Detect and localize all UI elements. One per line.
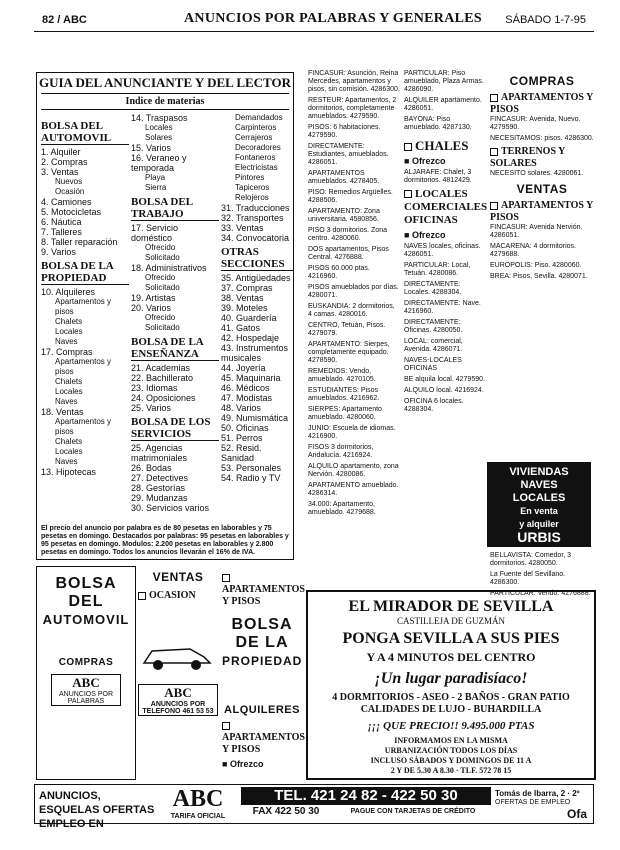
locales-offer: Ofrezco	[411, 230, 446, 240]
listing: ALJARAFE: Chalet, 3 dormitorios. 4812429.	[404, 169, 472, 184]
bottom-abc-logo: ABC	[172, 786, 224, 812]
guide-item: 49. Numismática	[221, 413, 289, 423]
guide-section-heading: BOLSA DE LOS SERVICIOS	[131, 416, 219, 441]
guide-item: 14. Traspasos	[131, 113, 188, 123]
guide-item: 26. Bodas	[131, 463, 172, 473]
listing: PARTICULAR: Vendo. 4276888.	[490, 590, 591, 597]
guide-item: Naves	[55, 457, 78, 466]
bolsa-line: BOLSA	[55, 575, 117, 592]
listing: PISOS 60.000 ptas. 4216960.	[308, 265, 370, 280]
listing: NECESITO solares. 4280061.	[490, 170, 584, 177]
guide-item: Solicitado	[145, 283, 180, 292]
guide-item: Solicitado	[145, 253, 180, 262]
guide-item: 53. Personales	[221, 463, 282, 473]
guide-item: Cerrajeros	[235, 133, 273, 142]
listing: EUSKANDIA: 2 dormitorios, 4 camas. 4280016.	[308, 303, 395, 318]
guide-item: Ocasión	[55, 187, 85, 196]
guide-item: Nuevos	[55, 177, 83, 186]
guide-item: Locales	[55, 447, 83, 456]
urbis-line: LOCALES	[512, 492, 566, 504]
urbis-ad	[487, 462, 591, 547]
mirador-feat2: CALIDADES DE LUJO - BUHARDILLA	[360, 704, 542, 715]
guide-item: 25. Varios	[131, 403, 171, 413]
guide-item: 43. Instrumentos musicales	[221, 343, 289, 363]
mirador-ad	[306, 590, 596, 780]
guide-section-heading: BOLSA DEL TRABAJO	[131, 196, 219, 221]
mirador-line1: PONGA SEVILLA A SUS PIES	[342, 630, 560, 647]
listing: APARTAMENTO: Sierpes, completamente equipado. 4278590.	[308, 341, 390, 364]
listing: JUNIO: Escuela de idiomas. 4216900.	[308, 425, 396, 440]
guide-item: 37. Compras	[221, 283, 273, 293]
guide-item: 28. Gestorías	[131, 483, 186, 493]
listing: DIRECTAMENTE: Nave. 4216960.	[404, 300, 481, 315]
guide-item: 7. Talleres	[41, 227, 82, 237]
guide-item: 23. Idiomas	[131, 383, 178, 393]
guide-item: Locales	[55, 327, 83, 336]
guide-item: 52. Resid. Sanidad	[221, 443, 262, 463]
guide-item: Naves	[55, 337, 78, 346]
guide-item: Decoradores	[235, 143, 281, 152]
guide-item: 54. Radio y TV	[221, 473, 281, 483]
listing: DIRECTAMENTE: Locales. 4288304.	[404, 281, 462, 296]
guide-item: 22. Bachillerato	[131, 373, 194, 383]
bolsa-line: PROPIEDAD	[222, 654, 303, 668]
listing: APARTAMENTO amueblado. 4286314.	[308, 482, 399, 497]
listing: REMEDIOS: Vendo, amueblado. 4270105.	[308, 368, 376, 383]
guide-item: Apartamentos y pisos	[55, 297, 112, 316]
guide-item: 9. Varios	[41, 247, 76, 257]
listing: ALQUILER apartamento. 4286051.	[404, 97, 482, 112]
listing: CENTRO, Tetuán, Pisos. 4279079.	[308, 322, 386, 337]
guide-item: Naves	[55, 397, 78, 406]
guide-item: Tapiceros	[235, 183, 270, 192]
guide-item: 13. Hipotecas	[41, 467, 97, 477]
aptos-heading-3: APARTAMENTOS Y PISOS	[222, 584, 305, 607]
guide-item: Locales	[145, 123, 173, 132]
guide-item: Ofrecido	[145, 273, 176, 282]
mirador-info: INFORMAMOS EN LA MISMA URBANIZACIÓN TODOS LOS DÍAS INCLUSO SÁBADOS Y DOMINGOS DE 11 A 2 Y DE 5.30 A 8.30 · TLF. 572 78 15	[370, 736, 532, 775]
aptos2-heading: APARTAMENTOS Y PISOS	[490, 200, 593, 223]
ventas-heading: VENTAS	[516, 182, 568, 196]
listing: PISO: Remedios Argüelles. 4288506.	[308, 189, 393, 204]
compras-heading: COMPRAS	[509, 74, 575, 88]
guide-section-heading: BOLSA DE LA PROPIEDAD	[41, 260, 129, 285]
listing: OFICINA 6 locales. 4288304.	[404, 398, 464, 413]
guide-item: Solicitado	[145, 323, 180, 332]
guide-item: 29. Mudanzas	[131, 493, 188, 503]
guide-item: Chalets	[55, 317, 83, 326]
bottom-left-text: ANUNCIOS, ESQUELAS OFERTAS EMPLEO EN	[39, 790, 155, 830]
urbis-line: En venta	[520, 506, 558, 516]
guide-item: 38. Ventas	[221, 293, 264, 303]
guide-item: 15. Varios	[131, 143, 171, 153]
guide-item: 25. Agencias matrimoniales	[131, 443, 188, 463]
guide-item: 1. Alquiler	[41, 147, 81, 157]
guide-item: 6. Náutica	[41, 217, 82, 227]
listing: La Fuente del Sevillano. 4286300.	[490, 571, 566, 586]
locales-heading: LOCALES COMERCIALES OFICINAS	[404, 188, 488, 226]
guide-item: Relojeros	[235, 193, 269, 202]
mirador-feat: 4 DORMITORIOS - ASEO - 2 BAÑOS - GRAN PATIO	[332, 692, 570, 703]
guide-item: 27. Detectives	[131, 473, 189, 483]
listing: FINCASUR: Avenida, Nuevo. 4279590.	[490, 116, 581, 131]
guide-item: Apartamentos y pisos	[55, 357, 112, 376]
bottom-address2: OFERTAS DE EMPLEO	[495, 799, 571, 806]
listing: DOS apartamentos, Pisos Central. 4276888.	[308, 246, 389, 261]
guide-item: 48. Varios	[221, 403, 261, 413]
listing: RESTEUR: Apartamentos, 2 dormitorios, completamente amueblados. 4279590.	[308, 97, 397, 120]
mirador-slogan: ¡Un lugar paradisíaco!	[374, 670, 528, 687]
guide-item: 2. Compras	[41, 157, 88, 167]
ventas-heading-2: VENTAS	[152, 570, 204, 584]
guide-subtitle: Indice de materias	[125, 96, 205, 107]
bolsa-line: DEL	[68, 593, 104, 610]
abc-logo-2: ABC	[164, 685, 192, 700]
listing: PISOS: 6 habitaciones. 4279590.	[308, 124, 381, 139]
aptos-heading-4: APARTAMENTOS Y PISOS	[222, 732, 305, 755]
guide-item: Apartamentos y pisos	[55, 417, 112, 436]
bottom-pay: PAGUE CON TARJETAS DE CRÉDITO	[350, 808, 476, 815]
guide-item: Chalets	[55, 437, 83, 446]
guide-item: 35. Antigüedades	[221, 273, 291, 283]
listing: DIRECTAMENTE: Estudiantes, amueblados. 4286051.	[308, 143, 389, 166]
listing: NECESITAMOS: pisos. 4286300.	[490, 135, 594, 142]
compras-heading-2: COMPRAS	[58, 657, 114, 668]
bottom-tarifa: TARIFA OFICIAL	[170, 813, 226, 820]
classified-column-right-lower	[490, 552, 594, 597]
guide-item: 45. Maquinaria	[221, 373, 281, 383]
guide-section-heading: OTRAS SECCIONES	[221, 246, 293, 271]
listing: APARTAMENTO: Zona universitaria. 4580856.	[308, 208, 380, 223]
guide-item: 30. Servicios varios	[131, 503, 210, 513]
guide-item: 8. Taller reparación	[41, 237, 118, 247]
guide-item: 47. Modistas	[221, 393, 273, 403]
bottom-tag: Ofa	[566, 807, 587, 821]
ventas-ocasion-block	[138, 566, 218, 780]
guide-item: 33. Ventas	[221, 223, 264, 233]
guide-section-heading: BOLSA DEL AUTOMOVIL	[41, 120, 129, 145]
guide-footer: El precio del anuncio por palabra es de 80 pesetas en laborables y 75 pesetas en domingo. Destacados por palabras: 95 pesetas en laborables y 95 pesetas en domingo. Modulos: 2.200 pesetas en laborables y 2.800 pesetas en domingo. Todos los anuncios llevarán el 16% de IVA.	[41, 525, 289, 556]
listing: PISO 3 dormitorios. Zona centro. 4280060.	[308, 227, 387, 242]
guide-item: Sierra	[145, 183, 167, 192]
alquileres-heading: ALQUILERES	[224, 704, 300, 716]
alquileres-offer: Ofrezco	[229, 759, 264, 769]
listing: BELLAVISTA: Comedor, 3 dormitorios. 4280050.	[490, 552, 572, 567]
listing: EUROPOLIS: Piso. 4280060.	[490, 262, 582, 269]
chalets-offer: Ofrezco	[411, 156, 446, 166]
guide-item: Chalets	[55, 377, 83, 386]
listing: ESTUDIANTES: Pisos amueblados. 4216962.	[308, 387, 380, 402]
car-illustration	[138, 639, 214, 673]
guide-item: 24. Oposiciones	[131, 393, 196, 403]
guide-item: 5. Motocicletas	[41, 207, 102, 217]
listing: DIRECTAMENTE: Oficinas. 4280050.	[404, 319, 463, 334]
guide-item: Playa	[145, 173, 166, 182]
guide-item: 34. Convocatoria	[221, 233, 290, 243]
listing: BREA: Pisos, Sevilla. 4280071.	[490, 273, 588, 280]
mirador-title: EL MIRADOR DE SEVILLA	[348, 598, 554, 615]
guide-item: 41. Gatos	[221, 323, 261, 333]
guide-item: 18. Administrativos	[131, 263, 207, 273]
page-date: SÁBADO 1-7-95	[505, 14, 586, 26]
urbis-line: y alquiler	[519, 519, 559, 529]
chalets-heading: CHALES	[415, 138, 469, 153]
guide-item: 31. Traducciones	[221, 203, 290, 213]
mirador-price: ¡¡¡ QUE PRECIO!! 9.495.000 PTAS	[367, 720, 535, 732]
guide-item: 51. Perros	[221, 433, 263, 443]
listing: FINCASUR: Avenida Nervión. 4286051.	[490, 224, 583, 239]
guide-item: Pintores	[235, 173, 265, 182]
guide-item: 19. Artistas	[131, 293, 176, 303]
guide-item: Ofrecido	[145, 243, 176, 252]
guide-item: 4. Camiones	[41, 197, 92, 207]
listing: ALQUILO local. 4216924.	[404, 387, 484, 394]
guide-item: 17. Servicio doméstico	[131, 223, 179, 243]
classified-column-b: PARTICULAR: Piso amueblado, Plaza Armas. 4286090. ALQUILER apartamento. 4286051. BAYONA: Piso amueblado. 4287130. CHALES ■ Ofrezco ALJARAFE: Chalet, 3 dormitorios. 4812429. LOCALES COMERCIALES OFICINAS ■ Ofrezco NAVES locales, oficinas. 4286051. PARTICULAR: Local, Tetuán. 4280086. DIRECTAMENTE: Locales. 4288304. DIRECTAMENTE: Nave. 4216960. DIRECTAMENTE: Oficinas. 4280050. LOCAL: comercial, Avenida. 4286071. NAVES-LOCALES OFICINAS BE alquila local. 4279590. ALQUILO local. 4216924. OFICINA 6 locales. 4288304.	[404, 70, 488, 413]
listing: APARTAMENTOS amueblados. 4278405.	[308, 170, 380, 185]
bolsa-automovil-block	[36, 566, 136, 780]
guide-item: Solares	[145, 133, 173, 142]
bottom-fax: FAX 422 50 30	[252, 806, 320, 817]
page-number: 82 / ABC	[42, 14, 87, 26]
guide-column-2	[131, 113, 219, 513]
guide-item: Fontaneros	[235, 153, 276, 162]
listing: 34.000: Apartamento, amueblado. 4279688.	[308, 501, 376, 516]
abc-logo: ABC	[72, 675, 100, 690]
terrenos-heading: TERRENOS Y SOLARES	[490, 146, 565, 169]
guide-item: 18. Ventas	[41, 407, 84, 417]
guide-item: 17. Compras	[41, 347, 93, 357]
listing: FISOS 3 dormitorios, Andalucía. 4216924.	[308, 444, 374, 459]
bottom-address: Tomás de Ibarra, 2 · 2º	[495, 789, 580, 798]
listing: NAVES-LOCALES OFICINAS	[404, 357, 462, 372]
abc-sub-2: ANUNCIOS POR TELEFONO 461 53 53	[142, 701, 214, 715]
guide-item: Carpinteros	[235, 123, 277, 132]
urbis-brand: URBIS	[517, 529, 561, 545]
guide-item: 32. Transportes	[221, 213, 284, 223]
bottom-phone: TEL. 421 24 82 - 422 50 30	[241, 787, 491, 805]
listing: ALQUILO apartamento, zona Nervión. 4280086.	[308, 463, 399, 478]
guide-title: GUIA DEL ANUNCIANTE Y DEL LECTOR	[39, 75, 291, 90]
guide-item: 44. Joyería	[221, 363, 266, 373]
listing: MACARENA: 4 dormitorios. 4279688.	[490, 243, 576, 258]
listing: LOCAL: comercial, Avenida. 4286071.	[404, 338, 463, 353]
guide-item: 10. Alquileres	[41, 287, 96, 297]
bolsa-line: DE LA	[235, 634, 289, 651]
mirador-line2: Y A 4 MINUTOS DEL CENTRO	[366, 650, 536, 664]
guide-item: 40. Guardería	[221, 313, 277, 323]
listing: NAVES locales, oficinas. 4286051.	[404, 243, 481, 258]
guide-item: 3. Ventas	[41, 167, 79, 177]
guide-item: 20. Varios	[131, 303, 171, 313]
listing: PARTICULAR: Piso amueblado, Plaza Armas. 4286090.	[404, 70, 484, 93]
mirador-sub: CASTILLEJA DE GUZMÁN	[397, 616, 505, 626]
ocasion-heading: OCASION	[149, 590, 196, 601]
guide-item: 39. Moteles	[221, 303, 268, 313]
advertiser-guide	[36, 72, 294, 560]
guide-item: Electricistas	[235, 163, 278, 172]
page-title: ANUNCIOS POR PALABRAS Y GENERALES	[184, 11, 482, 26]
guide-item: Demandados	[235, 113, 283, 122]
guide-section-heading: BOLSA DE LA ENSEÑANZA	[131, 336, 219, 361]
guide-item: Ofrecido	[145, 313, 176, 322]
listing: PISOS amueblados por días. 4280071.	[308, 284, 399, 299]
guide-item: 21. Academias	[131, 363, 191, 373]
guide-item: 50. Oficinas	[221, 423, 269, 433]
guide-item: 16. Veraneo y temporada	[131, 153, 187, 173]
listing: SIERPES: Apartamento amueblado. 4280060.	[308, 406, 382, 421]
bolsa-line: BOLSA	[231, 616, 293, 633]
guide-item: Locales	[55, 387, 83, 396]
guide-item: 46. Médicos	[221, 383, 270, 393]
masthead	[34, 10, 594, 32]
listing: FINCASUR: Asunción, Reina Mercedes, apartamentos y pisos, sin comisión. 4286300.	[308, 70, 400, 93]
aptos-heading: APARTAMENTOS Y PISOS	[490, 92, 593, 115]
listing: PARTICULAR: Local, Tetuán. 4280086.	[404, 262, 471, 277]
listing: BAYONA: Piso amueblado. 4287130.	[404, 116, 472, 131]
propiedad-block: APARTAMENTOS Y PISOS BOLSA DE LA PROPIEDAD ALQUILERES APARTAMENTOS Y PISOS ■ Ofrezco	[222, 566, 302, 780]
classified-column-a	[308, 70, 400, 580]
urbis-line: NAVES	[520, 479, 558, 491]
urbis-line: VIVIENDAS	[509, 466, 569, 478]
guide-column-3	[221, 113, 293, 483]
bolsa-line: AUTOMOVIL	[42, 612, 130, 627]
listing: BE alquila local. 4279590.	[404, 376, 485, 383]
abc-sub: ANUNCIOS POR PALABRAS	[58, 691, 114, 705]
guide-column-1	[41, 117, 129, 477]
classified-column-right	[490, 70, 594, 460]
guide-item: 42. Hospedaje	[221, 333, 280, 343]
bottom-banner	[34, 784, 594, 830]
